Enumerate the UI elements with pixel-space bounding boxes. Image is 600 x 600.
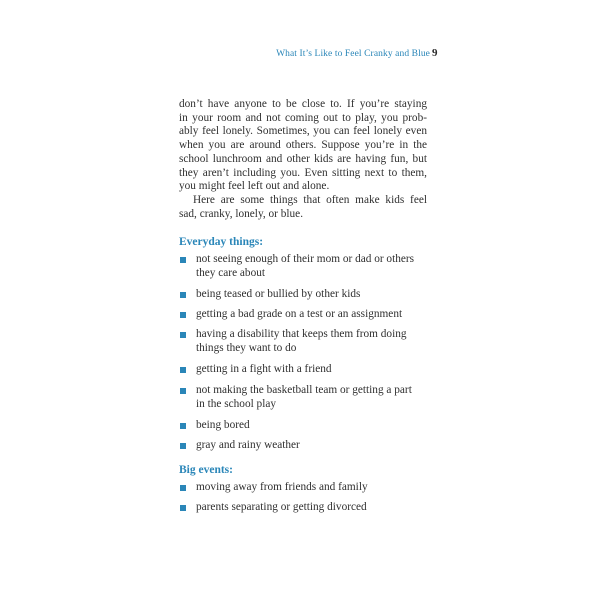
body-line: school lunchroom and other kids are having fun, but <box>179 152 427 165</box>
square-bullet-icon <box>180 443 186 449</box>
list-item-text: being teased or bullied by other kids <box>196 288 361 300</box>
body-line: don’t have anyone to be close to. If you’re staying <box>179 98 427 110</box>
body-line: when you are around others. Suppose you’re in the <box>179 139 427 152</box>
body-line: ably feel lonely. Sometimes, you can feel lonely even <box>179 125 427 138</box>
page-number: 9 <box>432 47 438 59</box>
square-bullet-icon <box>180 312 186 318</box>
list-item <box>179 288 360 302</box>
everyday-things-heading: Everyday things: <box>179 236 264 248</box>
list-item-text: gray and rainy weather <box>196 439 300 451</box>
body-line: Here are some things that often make kids feel <box>193 193 427 206</box>
body-line: in your room and not coming out to play, you prob- <box>179 111 427 124</box>
list-item-text: parents separating or getting divorced <box>196 501 367 513</box>
square-bullet-icon <box>180 423 186 429</box>
square-bullet-icon <box>180 292 186 298</box>
list-item <box>179 253 414 280</box>
body-line: they aren’t including you. Even sitting next to them, <box>179 166 427 179</box>
body-line: you might feel left out and alone. <box>179 180 330 193</box>
list-item-text: things they want to do <box>196 341 297 354</box>
square-bullet-icon <box>180 505 186 511</box>
list-item-text: in the school play <box>196 397 277 410</box>
square-bullet-icon <box>180 388 186 394</box>
list-item-text: getting a bad grade on a test or an assignment <box>196 308 403 320</box>
square-bullet-icon <box>180 332 186 338</box>
square-bullet-icon <box>180 367 186 373</box>
list-item <box>179 501 367 515</box>
big-events-heading: Big events: <box>179 464 233 476</box>
list-item <box>179 439 300 453</box>
body-line: sad, cranky, lonely, or blue. <box>179 207 304 220</box>
list-item-text: having a disability that keeps them from doing <box>196 328 407 340</box>
list-item <box>179 481 368 495</box>
body-text <box>179 98 427 221</box>
list-item <box>179 308 402 322</box>
list-item <box>179 328 407 355</box>
list-item-text: getting in a fight with a friend <box>196 363 332 375</box>
square-bullet-icon <box>180 257 186 263</box>
list-item <box>179 384 412 411</box>
list-item-text: they care about <box>196 266 266 279</box>
list-item <box>179 363 332 377</box>
list-item-text: being bored <box>196 419 250 431</box>
list-item <box>179 419 250 433</box>
list-item-text: moving away from friends and family <box>196 481 368 493</box>
running-head: What It’s Like to Feel Cranky and Blue <box>276 49 430 59</box>
square-bullet-icon <box>180 485 186 491</box>
list-item-text: not seeing enough of their mom or dad or others <box>196 253 415 265</box>
list-item-text: not making the basketball team or getting a part <box>196 384 412 396</box>
